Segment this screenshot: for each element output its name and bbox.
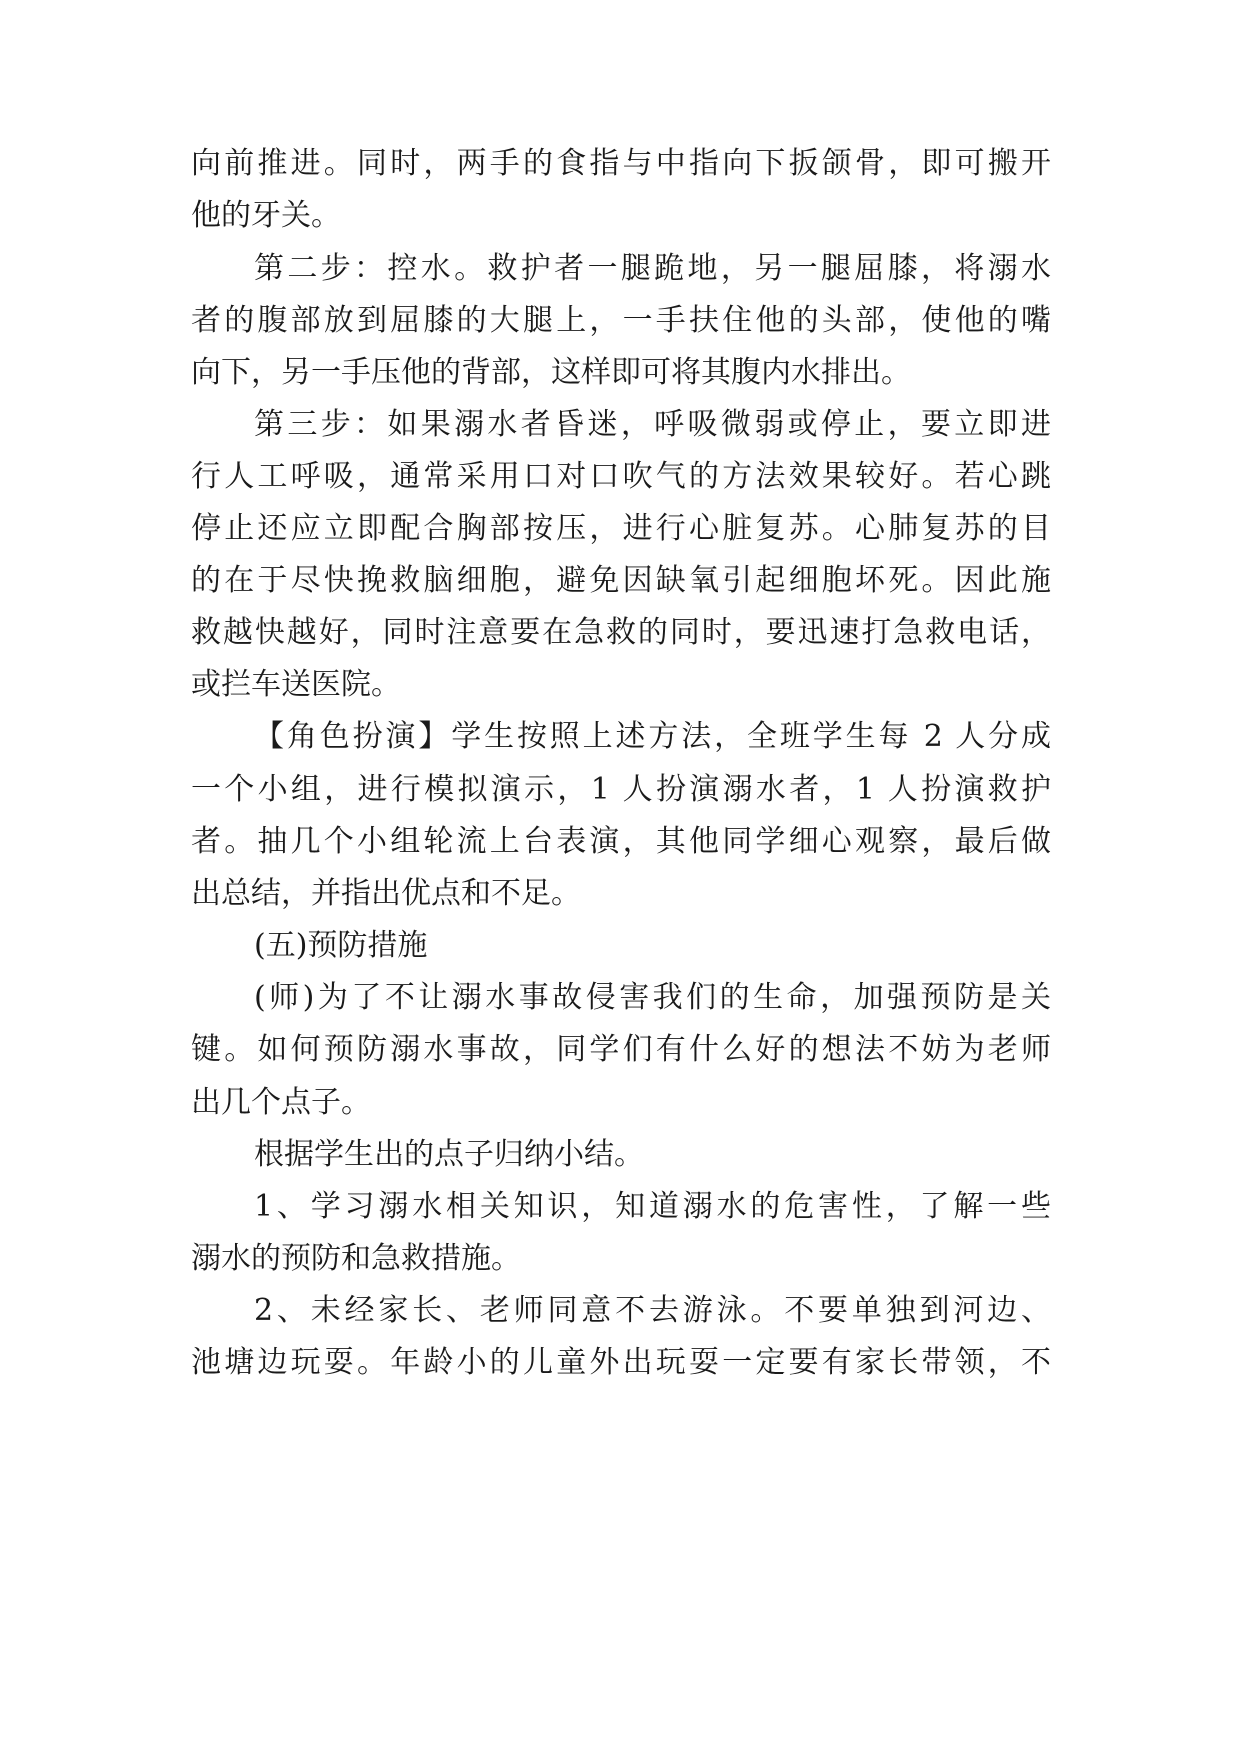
text-line: 的在于尽快挽救脑细胞，避免因缺氧引起细胞坏死。因此施 (191, 563, 1051, 598)
text-line: 【角色扮演】学生按照上述方法，全班学生每 2 人分成 (254, 719, 1051, 754)
text-line: 救越快越好，同时注意要在急救的同时，要迅速打急救电话， (191, 615, 1051, 650)
text-line: 第三步：如果溺水者昏迷，呼吸微弱或停止，要立即进 (254, 407, 1051, 442)
text-line: 停止还应立即配合胸部按压，进行心脏复苏。心肺复苏的目 (191, 511, 1051, 546)
text-line: 根据学生出的点子归纳小结。 (254, 1137, 644, 1172)
section-heading: (五)预防措施 (254, 928, 428, 963)
text-line: 者。抽几个小组轮流上台表演，其他同学细心观察，最后做 (191, 824, 1051, 859)
text-line: 他的牙关。 (191, 198, 341, 233)
text-line: 者的腹部放到屈膝的大腿上，一手扶住他的头部，使他的嘴 (191, 303, 1051, 338)
text-line: 出几个点子。 (191, 1085, 371, 1120)
text-line: 行人工呼吸，通常采用口对口吹气的方法效果较好。若心跳 (191, 459, 1051, 494)
text-line: 第二步：控水。救护者一腿跪地，另一腿屈膝，将溺水 (254, 251, 1051, 286)
text-line: 溺水的预防和急救措施。 (191, 1241, 521, 1276)
text-line: 池塘边玩耍。年龄小的儿童外出玩耍一定要有家长带领，不 (191, 1345, 1051, 1380)
text-line: (师)为了不让溺水事故侵害我们的生命，加强预防是关 (254, 980, 1051, 1015)
text-line: 出总结，并指出优点和不足。 (191, 876, 581, 911)
text-line: 一个小组，进行模拟演示，1 人扮演溺水者，1 人扮演救护 (191, 772, 1051, 807)
list-item: 2、未经家长、老师同意不去游泳。不要单独到河边、 (254, 1293, 1051, 1328)
text-line: 或拦车送医院。 (191, 667, 401, 702)
text-line: 向下，另一手压他的背部，这样即可将其腹内水排出。 (191, 355, 911, 390)
text-line: 向前推进。同时，两手的食指与中指向下扳颌骨，即可搬开 (191, 146, 1051, 181)
list-item: 1、学习溺水相关知识，知道溺水的危害性，了解一些 (254, 1189, 1051, 1224)
text-line: 键。如何预防溺水事故，同学们有什么好的想法不妨为老师 (191, 1032, 1051, 1067)
